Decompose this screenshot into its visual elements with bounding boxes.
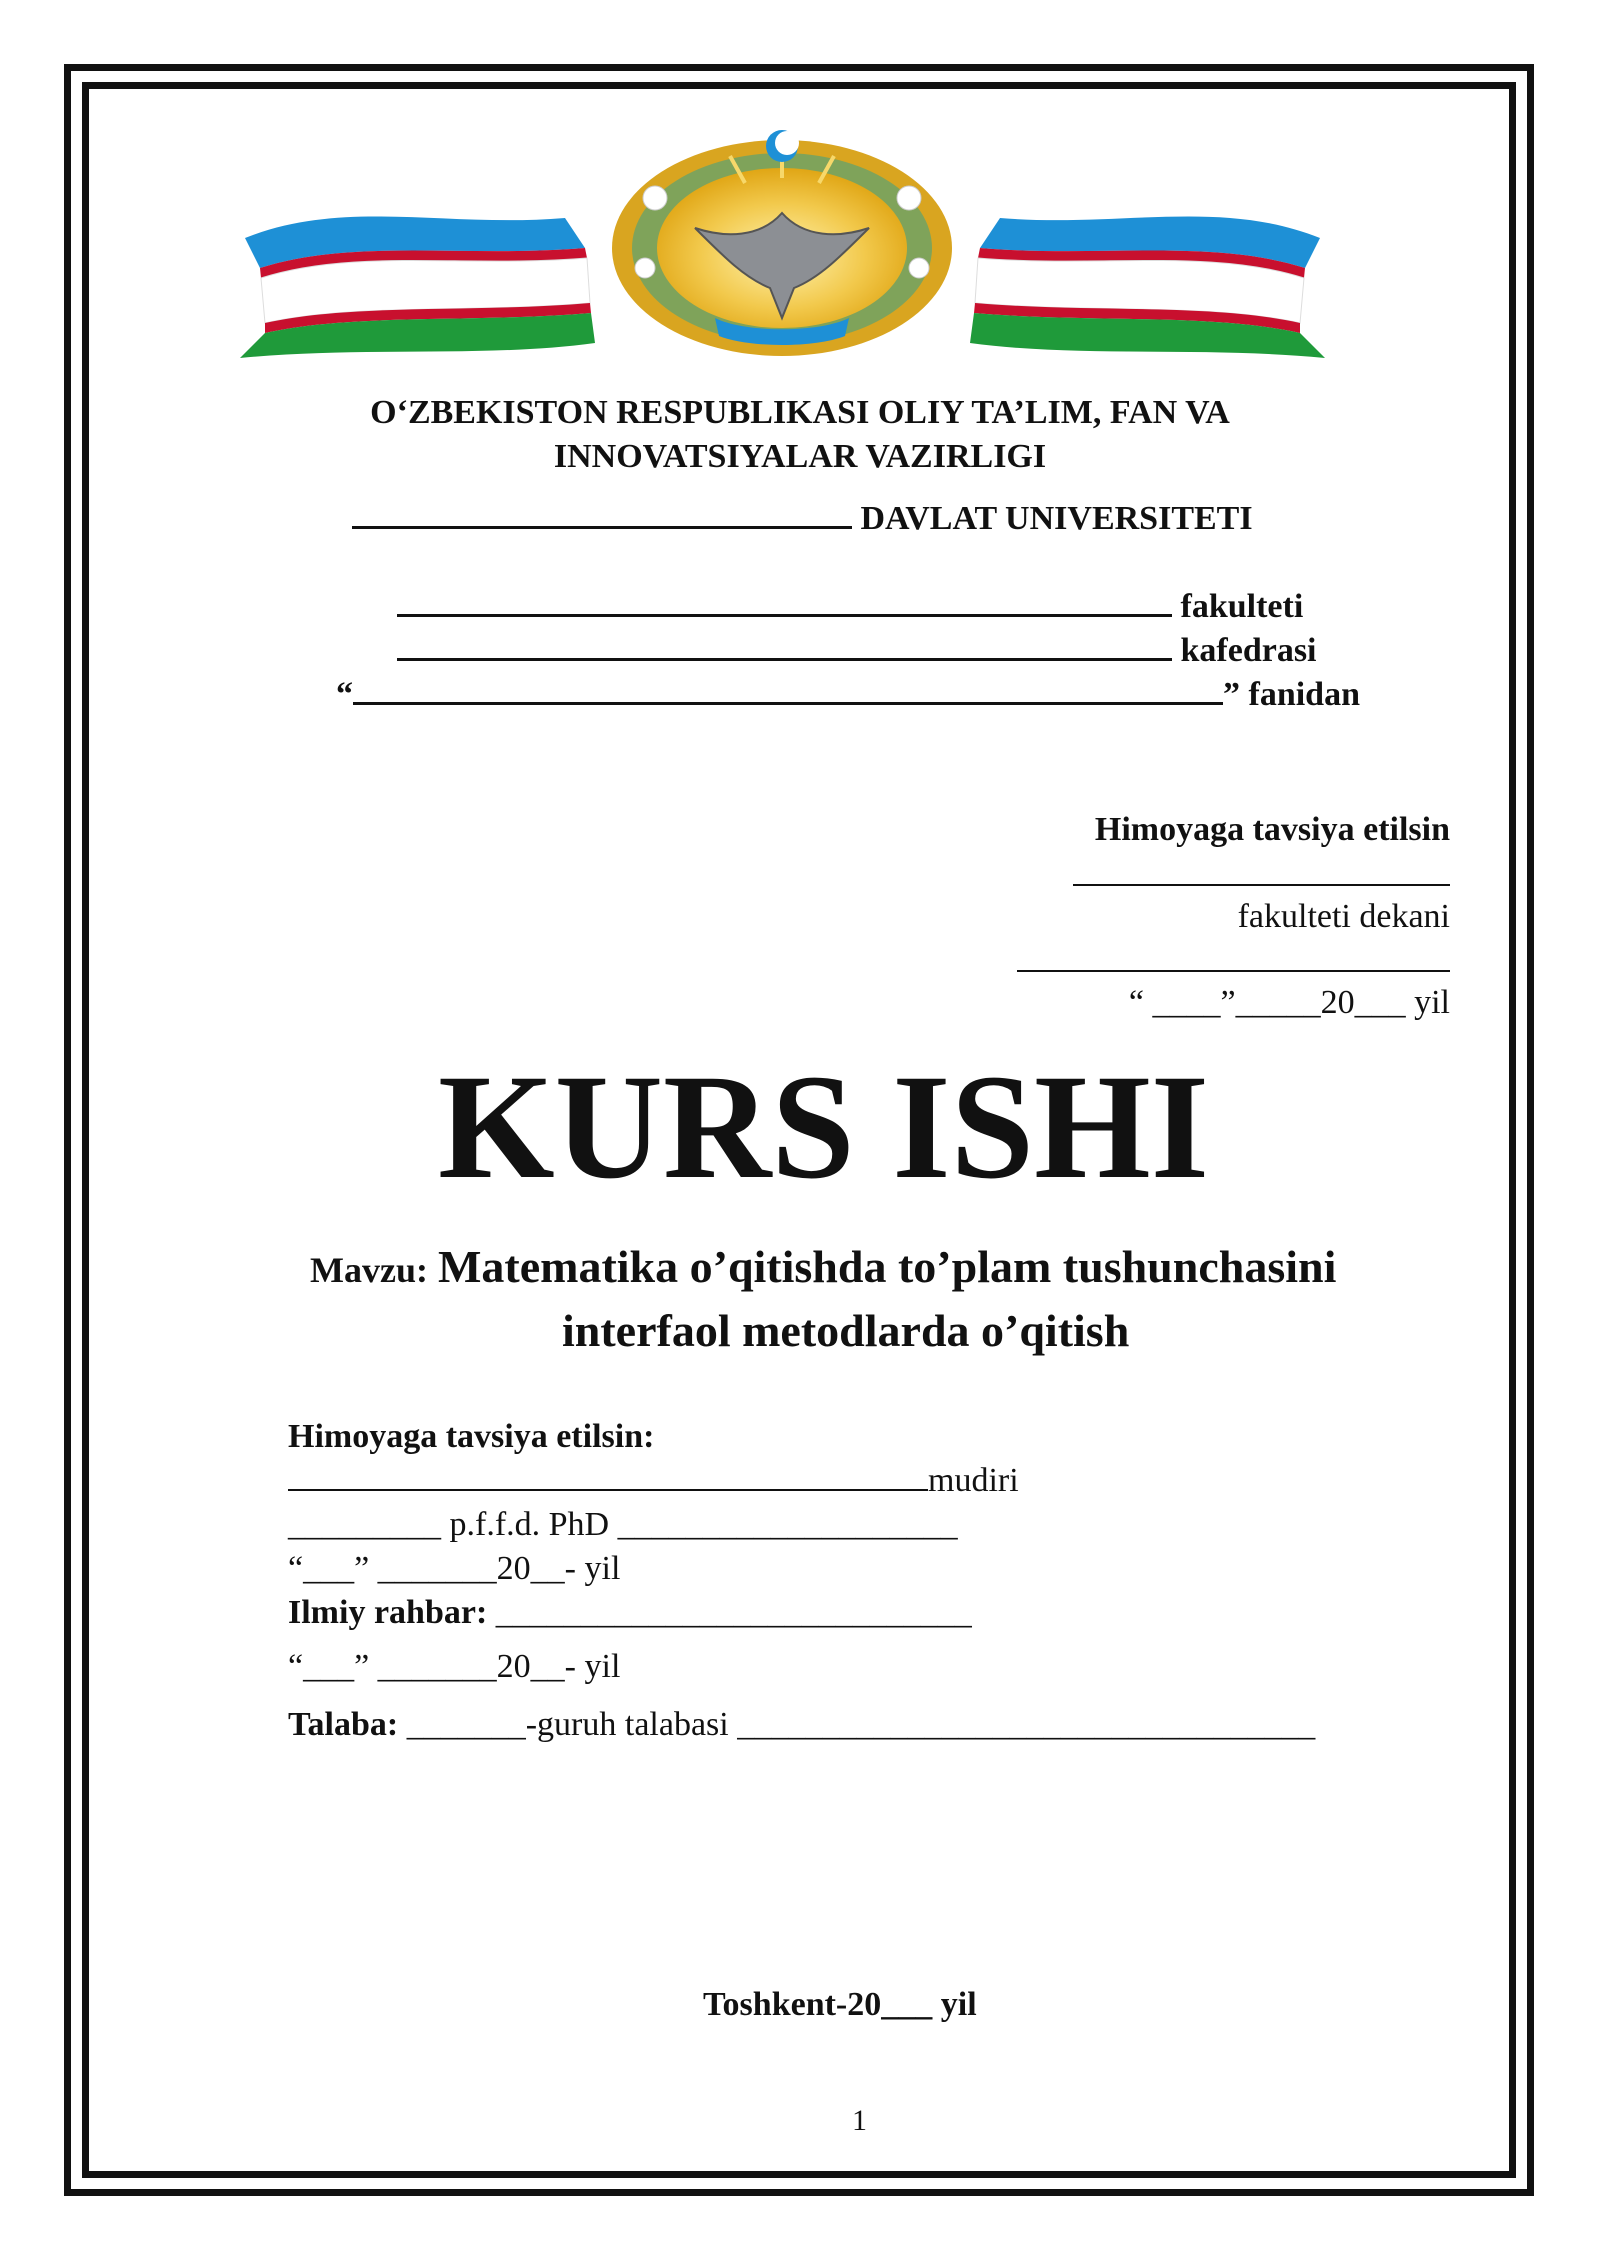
student-blank[interactable]: _______-guruh talabasi __________________________________ [406, 1706, 1316, 1743]
student-line [288, 1708, 1315, 1742]
approval-bottom-heading: Himoyaga tavsiya etilsin: [288, 1418, 655, 1455]
faculty-blank[interactable] [397, 614, 1172, 617]
faculty-line [397, 590, 1303, 624]
approval-top-heading: Himoyaga tavsiya etilsin [1094, 811, 1450, 848]
head-label: mudiri [928, 1462, 1019, 1499]
supervisor-blank[interactable]: ____________________________ [495, 1594, 972, 1631]
head-line [288, 1464, 1019, 1498]
dean-label: fakulteti dekani [1237, 898, 1450, 935]
head-blank[interactable] [288, 1489, 928, 1491]
university-label: DAVLAT UNIVERSITETI [860, 500, 1253, 537]
subject-open-quote: “ [336, 676, 353, 713]
state-emblem-flag-image [225, 118, 1340, 368]
department-blank[interactable] [397, 658, 1172, 661]
supervisor-line [288, 1596, 972, 1630]
page-number: 1 [852, 2104, 867, 2137]
supervisor-label: Ilmiy rahbar: [288, 1594, 488, 1631]
approval-top-date: “ ____”_____20___ yil [1128, 984, 1450, 1021]
student-label: Talaba: [288, 1706, 399, 1743]
topic-line-1 [310, 1241, 1337, 1292]
department-label: kafedrasi [1180, 632, 1317, 669]
topic-label: Mavzu: [310, 1250, 428, 1290]
department-line [397, 634, 1317, 668]
university-blank[interactable] [352, 526, 852, 529]
approval-date-2: “___” _______20__- yil [288, 1648, 621, 1685]
topic-text-1: Matematika o’qitishda to’plam tushunchasini [437, 1241, 1337, 1292]
faculty-label: fakulteti [1180, 588, 1304, 625]
subject-label: ” fanidan [1223, 676, 1360, 713]
university-line [352, 502, 1253, 536]
degree-line: _________ p.f.f.d. PhD ____________________ [288, 1506, 958, 1543]
topic-line-2: interfaol metodlarda o’qitish [562, 1305, 1130, 1356]
subject-line [336, 678, 1360, 712]
dean-name-blank[interactable] [1017, 970, 1450, 972]
dean-faculty-blank[interactable] [1073, 884, 1450, 886]
ministry-line-1: O‘ZBEKISTON RESPUBLIKASI OLIY TA’LIM, FAN VA [370, 394, 1230, 431]
document-title: KURS ISHI [438, 1044, 1210, 1210]
ministry-line-2: INNOVATSIYALAR VAZIRLIGI [553, 438, 1047, 475]
subject-blank[interactable] [353, 702, 1223, 705]
approval-date-1: “___” _______20__- yil [288, 1550, 621, 1587]
city-year: Toshkent-20___ yil [703, 1986, 977, 2023]
